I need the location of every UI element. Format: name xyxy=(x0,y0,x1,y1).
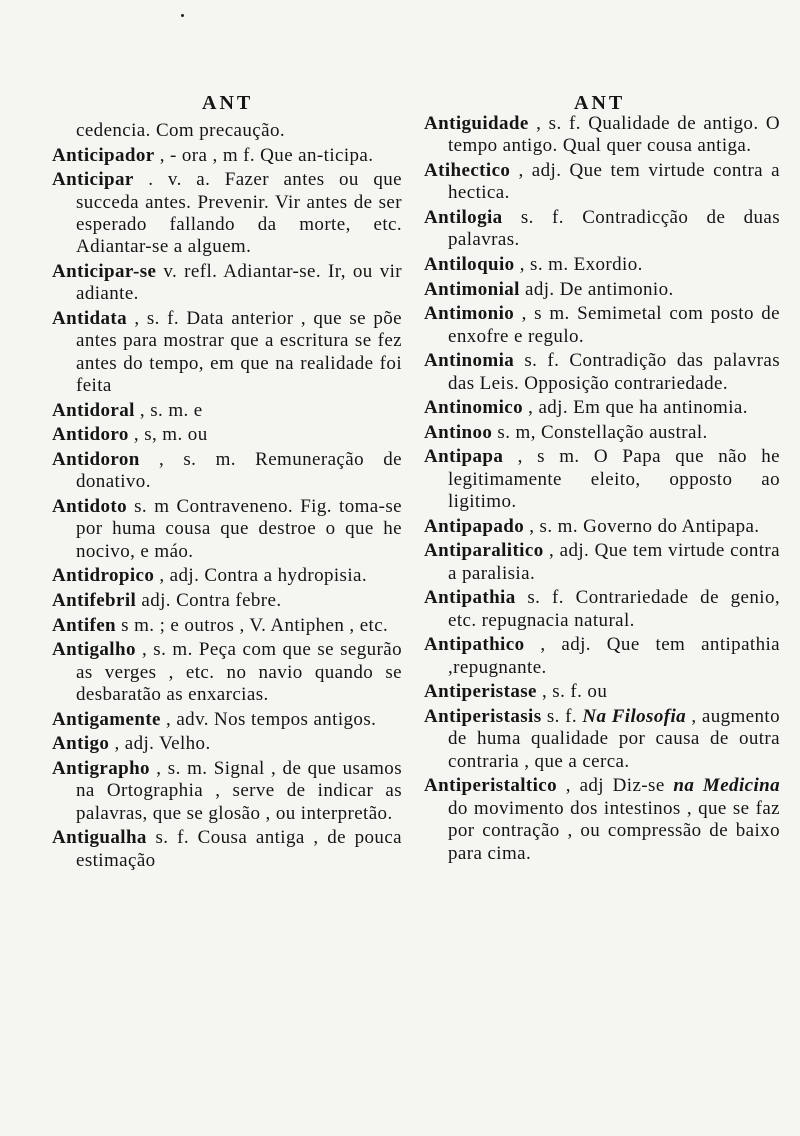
entry-headword: Antimonio xyxy=(424,303,515,325)
entry-headword: Antiperistasis xyxy=(424,705,542,727)
entry-definition: , adv. Nos tempos antigos. xyxy=(160,708,377,730)
entry-headword: Antilogia xyxy=(424,207,503,228)
entry-headword: Antiperistaltico xyxy=(424,775,558,797)
dictionary-entry xyxy=(424,422,780,444)
entry-headword: Antigualha xyxy=(52,827,147,849)
entry-definition-tail: , augmento de huma qualidade por causa de outra contraria , que a cerca. xyxy=(448,705,780,772)
dictionary-entry xyxy=(424,446,780,513)
entry-headword: Antidoron xyxy=(52,449,140,470)
entry-definition: , s, m. ou xyxy=(128,424,208,446)
dictionary-entry xyxy=(52,733,402,755)
entry-headword: Atihectico xyxy=(424,160,511,181)
left-entry-list xyxy=(52,120,402,874)
entry-definition: , s. m. Peça com que se segurão as verges , etc. no navio quando se desbaratão as enxarcias. xyxy=(76,639,402,705)
dictionary-entry xyxy=(52,424,402,446)
dictionary-entry xyxy=(424,207,780,252)
entry-definition: s. f. Contrariedade de genio, etc. repugnacia natural. xyxy=(448,587,780,631)
entry-definition: s. m Contraveneno. Fig. toma-se por huma cousa que destroe o que he nocivo, e máo. xyxy=(76,496,402,562)
dictionary-entry xyxy=(424,634,780,679)
entry-headword: Antimonial xyxy=(424,278,520,300)
entry-headword: Antigo xyxy=(52,733,110,755)
dictionary-entry xyxy=(424,516,780,538)
entry-definition: , adj. Que tem virtude contra a paralisia. xyxy=(448,540,780,584)
entry-headword: Antiguidade xyxy=(424,113,529,134)
dictionary-entry xyxy=(424,587,780,632)
entry-definition: adj. Contra febre. xyxy=(136,590,282,611)
dictionary-entry xyxy=(52,145,402,167)
right-running-header: ANT xyxy=(574,92,626,114)
dictionary-entry xyxy=(52,308,402,398)
dictionary-entry xyxy=(424,775,780,865)
dictionary-entry xyxy=(52,639,402,706)
entry-definition: s. f. Contradição das palavras das Leis. Opposição contrariedade. xyxy=(448,350,780,394)
entry-definition: s. f. Contradicção de duas palavras. xyxy=(448,207,780,251)
entry-headword: Antidoro xyxy=(52,424,129,446)
entry-italic-phrase: na Medicina xyxy=(673,775,780,797)
entry-definition: v. refl. Adiantar-se. Ir, ou vir adiante. xyxy=(76,261,402,305)
dictionary-entry xyxy=(424,681,780,703)
entry-headword: Antiparalitico xyxy=(424,540,544,562)
entry-definition: s. f. Cousa antiga , de pouca estimação xyxy=(76,827,402,871)
entry-headword: Antifebril xyxy=(52,590,137,611)
right-entry-list xyxy=(424,113,780,867)
entry-definition: , s. m. e xyxy=(134,399,203,421)
entry-definition: adj. De antimonio. xyxy=(519,278,674,300)
entry-headword: Antigrapho xyxy=(52,757,150,779)
entry-headword: Antipathico xyxy=(424,634,525,656)
dictionary-entry xyxy=(424,303,780,348)
entry-definition: , - ora , m f. Que an-ticipa. xyxy=(154,144,374,166)
left-running-header: ANT xyxy=(202,92,254,114)
dictionary-entry xyxy=(52,169,402,259)
entry-definition-tail: do movimento dos intestinos , que se faz por contração , ou compressão de baixo para cima. xyxy=(448,797,780,864)
entry-headword: Antigamente xyxy=(52,708,161,730)
dictionary-entry xyxy=(424,279,780,301)
dictionary-entry xyxy=(52,615,402,637)
entry-headword: Antiloquio xyxy=(424,254,515,275)
entry-definition: , s. f. ou xyxy=(536,681,608,703)
dictionary-entry xyxy=(52,758,402,825)
dictionary-entry xyxy=(424,540,780,585)
entry-headword: Antipapa xyxy=(424,446,504,468)
entry-definition: s. m, Constellação austral. xyxy=(492,421,708,443)
entry-headword: Antidropico xyxy=(52,565,155,587)
entry-definition: , s. m. Remuneração de donativo. xyxy=(76,449,402,493)
ink-speck xyxy=(181,14,184,17)
entry-headword: Anticipador xyxy=(52,144,155,166)
entry-definition: , s. f. Qualidade de antigo. O tempo antigo. Qual quer cousa antiga. xyxy=(448,113,780,157)
entry-definition: , s. m. Exordio. xyxy=(514,254,643,275)
entry-definition: , s. m. Governo do Antipapa. xyxy=(524,515,760,537)
entry-headword: Antidoto xyxy=(52,496,127,517)
dictionary-entry xyxy=(52,449,402,494)
entry-headword: Antinomia xyxy=(424,350,515,372)
entry-headword: Antidoral xyxy=(52,399,135,421)
entry-definition: , s. m. Signal , de que usamos na Ortographia , serve de indicar as palavras, que se glosão , ou interpretão. xyxy=(76,757,402,824)
dictionary-entry xyxy=(52,496,402,563)
dictionary-entry xyxy=(52,261,402,306)
entry-headword: Antiperistase xyxy=(424,681,537,703)
entry-definition: , adj. Em que ha antinomia. xyxy=(523,397,748,419)
entry-definition: , s m. O Papa que não he legitimamente eleito, opposto ao ligitimo. xyxy=(448,446,780,513)
entry-definition: , s m. Semimetal com posto de enxofre e regulo. xyxy=(448,303,780,347)
dictionary-entry xyxy=(424,350,780,395)
entry-definition: . v. a. Fazer antes ou que succeda antes. Prevenir. Vir antes de ser esperado fallando da morte, etc. Adiantar-se a alguem. xyxy=(76,169,402,258)
entry-italic-phrase: Na Filosofia xyxy=(582,705,687,727)
dictionary-entry xyxy=(424,160,780,205)
entry-headword: Antidata xyxy=(52,308,127,329)
entry-headword: Antinomico xyxy=(424,397,523,419)
dictionary-entry xyxy=(424,706,780,773)
entry-definition: , adj. Velho. xyxy=(109,733,211,755)
entry-headword: Antipapado xyxy=(424,515,525,537)
entry-headword: Antigalho xyxy=(52,639,136,661)
entry-definition: , adj. Contra a hydropisia. xyxy=(154,565,368,587)
dictionary-entry xyxy=(424,113,780,158)
dictionary-entry xyxy=(52,590,402,612)
dictionary-entry xyxy=(52,709,402,731)
entry-headword: Antipathia xyxy=(424,587,516,609)
entry-headword: Antifen xyxy=(52,614,117,636)
entry-definition: s m. ; e outros , V. Antiphen , etc. xyxy=(116,614,389,636)
entry-headword: Anticipar-se xyxy=(52,261,157,282)
entry-definition: , adj. Que tem antipathia ,repugnante. xyxy=(448,634,780,678)
entry-definition: , s. f. Data anterior , que se põe antes para mostrar que a escritura se fez antes do tempo, em que na realidade foi feita xyxy=(76,308,402,397)
entry-definition: , adj Diz-se xyxy=(557,775,674,797)
entry-definition: cedencia. Com precaução. xyxy=(76,120,285,141)
entry-headword: Antinoo xyxy=(424,421,493,443)
dictionary-entry xyxy=(52,565,402,587)
dictionary-entry xyxy=(424,254,780,276)
dictionary-entry xyxy=(52,827,402,872)
entry-headword: Anticipar xyxy=(52,169,134,191)
dictionary-entry xyxy=(52,120,402,142)
entry-definition: s. f. xyxy=(541,705,583,727)
dictionary-entry xyxy=(52,400,402,422)
entry-definition: , adj. Que tem virtude contra a hectica. xyxy=(448,160,780,204)
dictionary-entry xyxy=(424,397,780,419)
